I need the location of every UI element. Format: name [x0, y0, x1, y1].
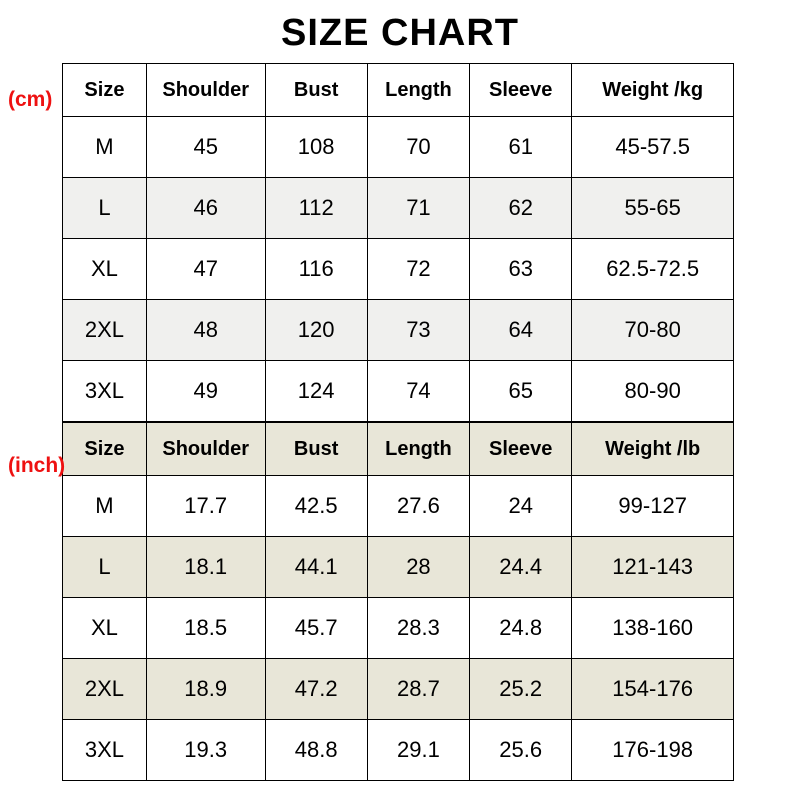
table-row — [63, 361, 734, 422]
size-table-cm — [62, 63, 734, 422]
cell-bust: 44.1 — [265, 537, 367, 598]
cell-shoulder: 18.5 — [146, 598, 265, 659]
cell-size: 3XL — [63, 361, 147, 422]
cell-shoulder: 49 — [146, 361, 265, 422]
table-row — [63, 117, 734, 178]
cell-bust: 48.8 — [265, 720, 367, 781]
cell-sleeve: 24.4 — [470, 537, 572, 598]
cell-length: 28.3 — [367, 598, 469, 659]
cell-weight: 55-65 — [572, 178, 734, 239]
cell-shoulder: 18.1 — [146, 537, 265, 598]
cell-sleeve: 62 — [470, 178, 572, 239]
cell-bust: 47.2 — [265, 659, 367, 720]
cell-weight: 176-198 — [572, 720, 734, 781]
cell-size: 3XL — [63, 720, 147, 781]
cell-size: XL — [63, 598, 147, 659]
cell-length: 28.7 — [367, 659, 469, 720]
cell-length: 72 — [367, 239, 469, 300]
cm-table-wrapper — [0, 63, 800, 422]
table-header-row — [63, 423, 734, 476]
size-table-inch — [62, 422, 734, 781]
column-header-shoulder: Shoulder — [146, 64, 265, 117]
cell-length: 29.1 — [367, 720, 469, 781]
table-row — [63, 659, 734, 720]
cell-size: M — [63, 476, 147, 537]
cell-bust: 42.5 — [265, 476, 367, 537]
cell-size: 2XL — [63, 300, 147, 361]
cell-weight: 62.5-72.5 — [572, 239, 734, 300]
column-header-bust: Bust — [265, 423, 367, 476]
cell-length: 27.6 — [367, 476, 469, 537]
cell-bust: 108 — [265, 117, 367, 178]
cell-sleeve: 65 — [470, 361, 572, 422]
page-title: SIZE CHART — [281, 12, 519, 54]
cell-shoulder: 19.3 — [146, 720, 265, 781]
cell-shoulder: 46 — [146, 178, 265, 239]
cell-size: L — [63, 178, 147, 239]
table-row — [63, 598, 734, 659]
column-header-shoulder: Shoulder — [146, 423, 265, 476]
cell-bust: 124 — [265, 361, 367, 422]
cell-bust: 116 — [265, 239, 367, 300]
cell-length: 71 — [367, 178, 469, 239]
cell-sleeve: 64 — [470, 300, 572, 361]
table-row — [63, 720, 734, 781]
cell-shoulder: 17.7 — [146, 476, 265, 537]
column-header-length: Length — [367, 64, 469, 117]
unit-label-inch: (inch) — [8, 454, 66, 477]
cell-weight: 138-160 — [572, 598, 734, 659]
cell-sleeve: 25.6 — [470, 720, 572, 781]
column-header-weight: Weight /kg — [572, 64, 734, 117]
cell-weight: 99-127 — [572, 476, 734, 537]
table-row — [63, 476, 734, 537]
cell-bust: 120 — [265, 300, 367, 361]
cell-length: 74 — [367, 361, 469, 422]
cell-sleeve: 24.8 — [470, 598, 572, 659]
column-header-sleeve: Sleeve — [470, 64, 572, 117]
cell-weight: 45-57.5 — [572, 117, 734, 178]
cell-weight: 70-80 — [572, 300, 734, 361]
table-row — [63, 300, 734, 361]
cell-length: 70 — [367, 117, 469, 178]
table-header-row — [63, 64, 734, 117]
cell-sleeve: 24 — [470, 476, 572, 537]
column-header-bust: Bust — [265, 64, 367, 117]
cell-sleeve: 25.2 — [470, 659, 572, 720]
column-header-size: Size — [63, 423, 147, 476]
cell-sleeve: 63 — [470, 239, 572, 300]
column-header-weight: Weight /lb — [572, 423, 734, 476]
cell-shoulder: 48 — [146, 300, 265, 361]
table-row — [63, 178, 734, 239]
cell-sleeve: 61 — [470, 117, 572, 178]
cell-length: 28 — [367, 537, 469, 598]
cell-size: XL — [63, 239, 147, 300]
cell-size: M — [63, 117, 147, 178]
cell-shoulder: 47 — [146, 239, 265, 300]
column-header-size: Size — [63, 64, 147, 117]
table-row — [63, 239, 734, 300]
column-header-length: Length — [367, 423, 469, 476]
cell-bust: 112 — [265, 178, 367, 239]
unit-label-cm: (cm) — [8, 88, 53, 111]
table-row — [63, 537, 734, 598]
cell-weight: 121-143 — [572, 537, 734, 598]
cell-bust: 45.7 — [265, 598, 367, 659]
cell-length: 73 — [367, 300, 469, 361]
cell-weight: 154-176 — [572, 659, 734, 720]
cell-weight: 80-90 — [572, 361, 734, 422]
cell-size: 2XL — [63, 659, 147, 720]
cell-shoulder: 18.9 — [146, 659, 265, 720]
inch-table-wrapper — [0, 422, 800, 781]
cell-size: L — [63, 537, 147, 598]
column-header-sleeve: Sleeve — [470, 423, 572, 476]
cell-shoulder: 45 — [146, 117, 265, 178]
